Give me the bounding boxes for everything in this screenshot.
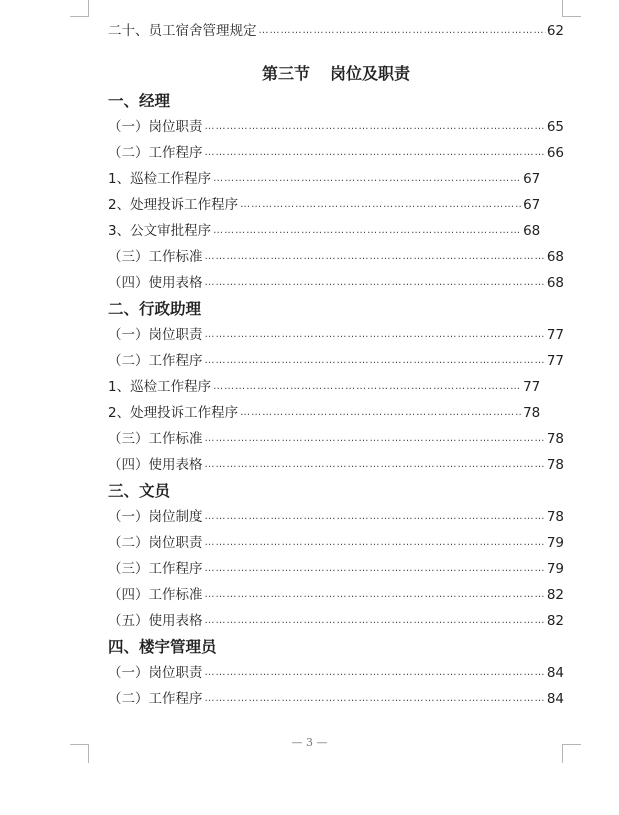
toc-entry-label: （一）岗位职责: [108, 665, 203, 681]
toc-entry-label: （二）岗位职责: [108, 535, 203, 551]
toc-entry-label: 2、处理投诉工作程序: [108, 405, 239, 421]
toc-entry-page: 78: [523, 405, 541, 421]
toc-entry[interactable]: [108, 582, 564, 608]
toc-heading[interactable]: 四、楼宇管理员: [108, 637, 217, 656]
toc-entry[interactable]: [108, 244, 564, 270]
toc-groups: [108, 88, 564, 712]
toc-entry-page: 84: [546, 691, 564, 707]
toc-entry-label: （二）工作程序: [108, 353, 203, 369]
section-title: [68, 60, 604, 88]
toc-leader-dots: [240, 400, 522, 426]
toc-entry-page: 79: [546, 535, 564, 551]
toc-leader-dots: [213, 218, 522, 244]
toc-leader-dots: [205, 270, 546, 296]
toc-entry[interactable]: [108, 556, 564, 582]
toc-entry-page: 77: [546, 353, 564, 369]
toc-entry-page: 67: [523, 171, 541, 187]
toc-entry-label: （五）使用表格: [108, 613, 203, 629]
toc-entry-page: 79: [546, 561, 564, 577]
toc-entry-page: 84: [546, 665, 564, 681]
toc-leader-dots: [205, 504, 546, 530]
toc-entry[interactable]: [108, 166, 564, 192]
toc-entry[interactable]: [108, 504, 564, 530]
table-of-contents: [108, 18, 564, 712]
toc-leader-dots: [259, 18, 546, 44]
toc-entry-label: 2、处理投诉工作程序: [108, 197, 239, 213]
toc-entry-page: 77: [546, 327, 564, 343]
toc-entry-label: （一）岗位职责: [108, 327, 203, 343]
toc-entry[interactable]: [108, 400, 564, 426]
toc-entry[interactable]: [108, 218, 564, 244]
toc-entry-label: 1、巡检工作程序: [108, 379, 212, 395]
toc-leader-dots: [205, 686, 546, 712]
section-number: 第三节: [261, 64, 310, 83]
toc-entry[interactable]: [108, 452, 564, 478]
toc-entry[interactable]: [108, 114, 564, 140]
toc-entry-label: （二）工作程序: [108, 691, 203, 707]
toc-entry-page: 68: [546, 275, 564, 291]
page-number: — 3 —: [291, 736, 328, 749]
toc-entry-label: 3、公文审批程序: [108, 223, 212, 239]
toc-leader-dots: [205, 530, 546, 556]
toc-leader-dots: [205, 426, 546, 452]
toc-entry[interactable]: [108, 348, 564, 374]
toc-entry[interactable]: [108, 530, 564, 556]
toc-entry-label: 1、巡检工作程序: [108, 171, 212, 187]
toc-entry-label: （四）使用表格: [108, 457, 203, 473]
toc-entry-page: 65: [546, 119, 564, 135]
toc-heading[interactable]: 三、文员: [108, 481, 171, 500]
toc-leader-dots: [205, 322, 546, 348]
toc-entry[interactable]: [108, 374, 564, 400]
toc-leader-dots: [205, 348, 546, 374]
toc-entry-label: （三）工作标准: [108, 431, 203, 447]
toc-entry[interactable]: [108, 270, 564, 296]
toc-leader-dots: [205, 660, 546, 686]
toc-entry-label: 二十、员工宿舍管理规定: [108, 23, 257, 39]
toc-entry-label: （二）工作程序: [108, 145, 203, 161]
toc-entry-page: 82: [546, 587, 564, 603]
toc-leader-dots: [205, 452, 546, 478]
toc-entry-label: （四）工作标准: [108, 587, 203, 603]
toc-entry-page: 67: [523, 197, 541, 213]
toc-entry[interactable]: [108, 140, 564, 166]
section-name: 岗位及职责: [330, 64, 411, 83]
toc-entry[interactable]: [108, 192, 564, 218]
toc-entry-page: 78: [546, 457, 564, 473]
toc-entry[interactable]: [108, 18, 564, 44]
toc-leader-dots: [205, 556, 546, 582]
toc-leader-dots: [240, 192, 522, 218]
toc-leader-dots: [205, 608, 546, 634]
toc-leader-dots: [205, 244, 546, 270]
toc-entry[interactable]: [108, 608, 564, 634]
toc-entry[interactable]: [108, 426, 564, 452]
crop-mark-top-left: [70, 0, 89, 17]
toc-entry[interactable]: [108, 686, 564, 712]
toc-entry-page: 77: [523, 379, 541, 395]
toc-entry-label: （一）岗位职责: [108, 119, 203, 135]
toc-entry-page: 66: [546, 145, 564, 161]
toc-entry-label: （一）岗位制度: [108, 509, 203, 525]
toc-entry-page: 78: [546, 431, 564, 447]
toc-entry-label: （三）工作程序: [108, 561, 203, 577]
toc-entry-page: 68: [523, 223, 541, 239]
toc-entry-page: 68: [546, 249, 564, 265]
toc-leader-dots: [213, 374, 522, 400]
toc-entry-page: 78: [546, 509, 564, 525]
toc-heading[interactable]: 一、经理: [108, 91, 171, 110]
crop-mark-top-right: [562, 0, 581, 17]
toc-leader-dots: [205, 582, 546, 608]
toc-entry-page: 62: [546, 23, 564, 39]
toc-leader-dots: [205, 114, 546, 140]
toc-heading[interactable]: 二、行政助理: [108, 299, 202, 318]
toc-entry[interactable]: [108, 660, 564, 686]
toc-entry-label: （四）使用表格: [108, 275, 203, 291]
toc-leader-dots: [213, 166, 522, 192]
toc-entry-page: 82: [546, 613, 564, 629]
toc-leader-dots: [205, 140, 546, 166]
toc-entry-label: （三）工作标准: [108, 249, 203, 265]
toc-entry[interactable]: [108, 322, 564, 348]
